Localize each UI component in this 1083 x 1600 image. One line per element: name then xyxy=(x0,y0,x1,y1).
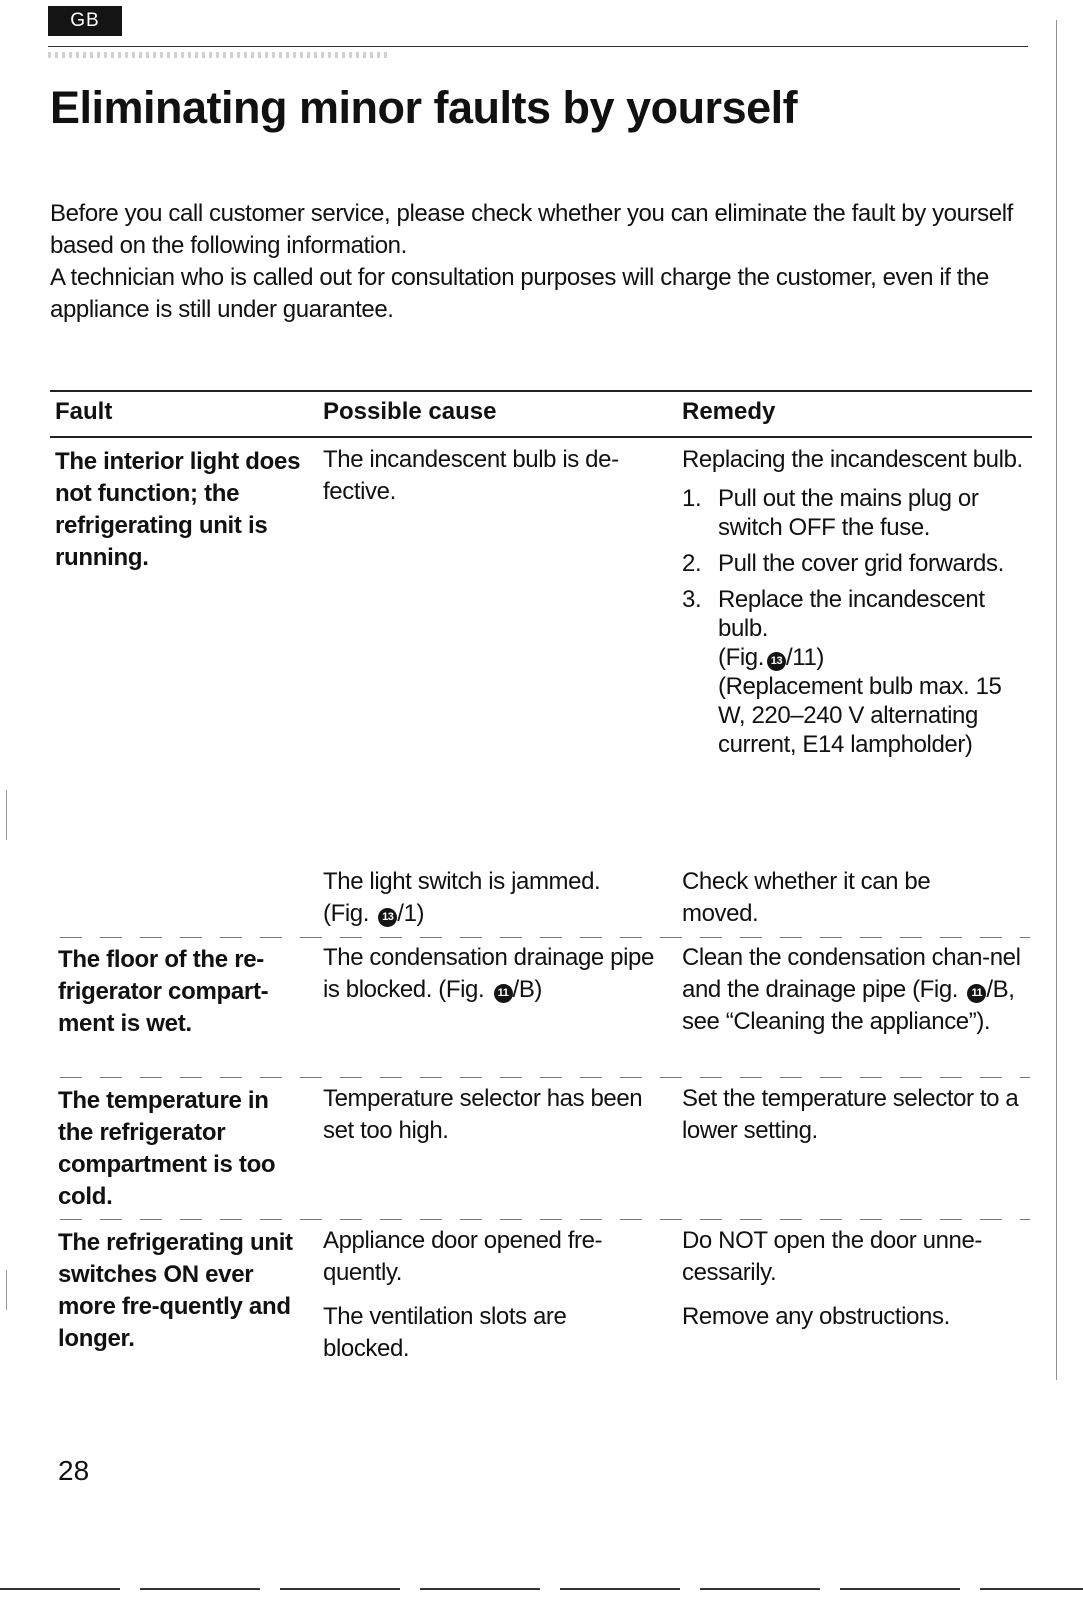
cause-text: The light switch is jammed. xyxy=(323,868,601,895)
column-header-remedy: Remedy xyxy=(682,398,776,425)
cause-cell xyxy=(323,866,653,930)
figure-ref-suffix: /11) xyxy=(786,644,824,671)
remedy-text: Remove any obstructions. xyxy=(682,1303,950,1330)
remedy-cell xyxy=(682,444,1027,766)
remedy-text: Clean the condensation chan-nel and the drainage pipe (Fig. xyxy=(682,944,1021,1003)
remedy-intro: Replacing the incandescent bulb. xyxy=(682,446,1023,473)
list-item xyxy=(682,484,1027,542)
figure-ref-prefix: (Fig. xyxy=(323,900,370,927)
cause-figure-ref xyxy=(323,898,653,930)
language-tag: GB xyxy=(48,6,122,36)
row-divider xyxy=(60,1219,1030,1220)
figure-ref-suffix: /B) xyxy=(512,976,543,1003)
column-header-cause: Possible cause xyxy=(323,398,497,425)
list-item xyxy=(682,585,1027,759)
cause-text: The ventilation slots are blocked. xyxy=(323,1303,567,1362)
intro-paragraph-2: A technician who is called out for consultation purposes will charge the customer, even if the appliance is still under guarantee. xyxy=(50,264,989,323)
fault-cell: The refrigerating unit switches ON ever more fre-quently and longer. xyxy=(58,1229,293,1352)
header-rule xyxy=(48,46,1028,47)
margin-mark xyxy=(6,790,7,840)
remedy-text-suffix: /B, see “Cleaning the appliance”). xyxy=(682,976,1015,1035)
fault-cell: The floor of the re-frigerator compart-ment is wet. xyxy=(58,946,269,1037)
remedy-steps xyxy=(682,484,1027,759)
remedy-cell xyxy=(682,1225,1022,1333)
figure-ref-suffix: /1) xyxy=(397,900,425,927)
page-title: Eliminating minor faults by yourself xyxy=(50,82,798,133)
intro-text xyxy=(50,198,1020,326)
remedy-cell xyxy=(682,942,1027,1038)
intro-paragraph-1: Before you call customer service, please check whether you can eliminate the fault by yourself based on the following information. xyxy=(50,200,1013,259)
figure-number-badge: 11 xyxy=(967,984,986,1003)
step-number: 1. xyxy=(682,485,702,512)
row-divider xyxy=(60,1077,1030,1078)
figure-ref-prefix: (Fig. xyxy=(718,644,765,671)
table-top-rule xyxy=(50,390,1032,392)
cause-cell: The incandescent bulb is de-fective. xyxy=(323,446,619,505)
figure-number-badge: 13 xyxy=(378,908,397,927)
step-text: Pull the cover grid forwards. xyxy=(718,550,1004,577)
step-text: Pull out the mains plug or switch OFF the fuse. xyxy=(718,485,979,541)
header-speckle xyxy=(48,52,388,58)
remedy-text: Do NOT open the door unne-cessarily. xyxy=(682,1227,983,1286)
cause-cell xyxy=(323,942,663,1006)
column-header-fault: Fault xyxy=(55,398,113,425)
step-number: 2. xyxy=(682,550,702,577)
fault-cell: The interior light does not function; the refrigerating unit is running. xyxy=(55,448,301,571)
margin-mark xyxy=(6,1270,7,1310)
bulb-spec-note: (Replacement bulb max. 15 W, 220–240 V alternating current, E14 lampholder) xyxy=(718,673,1002,758)
remedy-cell: Set the temperature selector to a lower setting. xyxy=(682,1085,1019,1144)
list-item xyxy=(682,549,1027,578)
fault-cell: The temperature in the refrigerator compartment is too cold. xyxy=(58,1087,276,1210)
cause-text: The condensation drainage pipe is blocked. (Fig. xyxy=(323,944,654,1003)
figure-number-badge: 11 xyxy=(494,984,513,1003)
cause-text: Appliance door opened fre-quently. xyxy=(323,1227,603,1286)
step-text: Replace the incandescent bulb. xyxy=(718,586,985,642)
cause-cell: Temperature selector has been set too high. xyxy=(323,1085,643,1144)
figure-number-badge: 13 xyxy=(767,652,786,671)
step-number: 3. xyxy=(682,586,702,613)
table-header-rule xyxy=(50,436,1032,438)
row-divider xyxy=(60,937,1030,938)
bottom-edge-line xyxy=(0,1588,1083,1590)
page-number: 28 xyxy=(58,1455,90,1486)
cause-cell xyxy=(323,1225,653,1365)
remedy-cell: Check whether it can be moved. xyxy=(682,868,931,927)
margin-mark xyxy=(1056,20,1057,1380)
